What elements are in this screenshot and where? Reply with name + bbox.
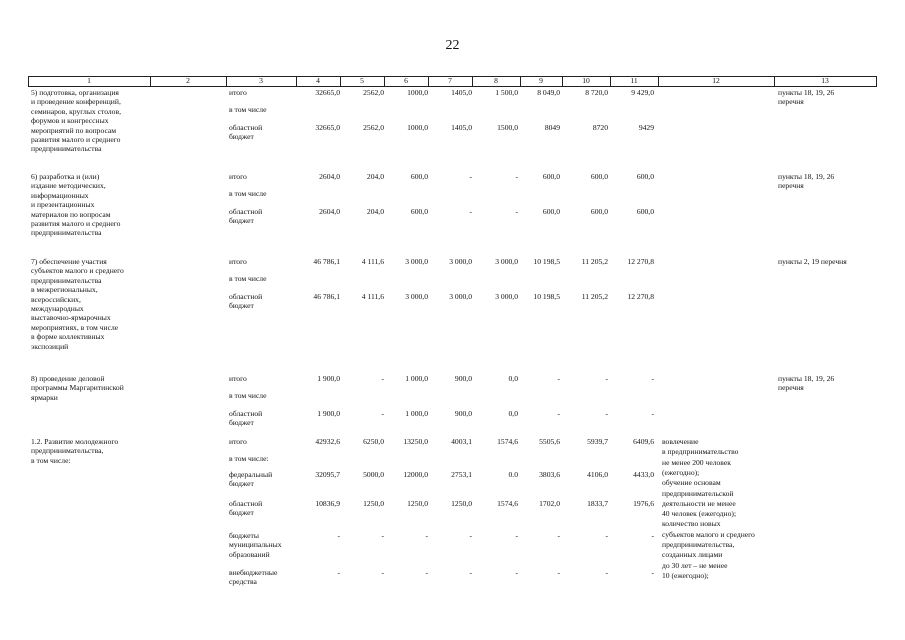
amount-cell: - [515, 172, 518, 181]
amount-cell: 600,0 [542, 207, 560, 216]
amount-cell: - [515, 531, 518, 540]
funding-source-label: бюджеты [229, 531, 259, 540]
amount-cell: 9 429,0 [631, 88, 654, 97]
amount-cell: 42932,6 [315, 437, 340, 446]
amount-cell: - [515, 568, 518, 577]
amount-cell: 4106,0 [587, 470, 608, 479]
amount-cell: - [557, 531, 560, 540]
row-target-indicator: 40 человек (ежегодно); [662, 509, 737, 519]
amount-cell: 1702,0 [539, 499, 560, 508]
amount-cell: 9429 [638, 123, 654, 132]
amount-cell: 1500,0 [497, 123, 518, 132]
amount-cell: - [515, 207, 518, 216]
header-bottom-rule [28, 86, 876, 87]
row-description: программы Маргаритинской [31, 383, 124, 393]
row-description: субъектов малого и среднего [31, 266, 124, 276]
amount-cell: 600,0 [636, 172, 654, 181]
row-description: 6) разработка и (или) [31, 172, 100, 181]
funding-source-label: муниципальных [229, 540, 282, 550]
amount-cell: - [605, 374, 608, 383]
header-cell: 2 [186, 76, 190, 85]
amount-cell: - [605, 531, 608, 540]
funding-source-label: бюджет [229, 301, 254, 311]
funding-source-label: областной [229, 292, 263, 301]
row-description: развития малого и среднего [31, 219, 121, 228]
amount-cell: - [425, 568, 428, 577]
row-description: мероприятиях, в том числе [31, 322, 119, 332]
amount-cell: 600,0 [590, 207, 608, 216]
funding-source-label: федеральный [229, 470, 273, 479]
amount-cell: 3 000,0 [495, 292, 518, 301]
row-reference: перечня [778, 97, 804, 107]
row-description: 8) проведение деловой [31, 374, 105, 383]
header-cell: 7 [448, 76, 452, 85]
amount-cell: - [425, 531, 428, 540]
row-description: материалов по вопросам [31, 209, 111, 219]
amount-cell: 1000,0 [407, 88, 428, 97]
row-description: экспозиций [31, 341, 69, 351]
amount-cell: 12 270,8 [627, 292, 654, 301]
amount-cell: - [469, 172, 472, 181]
amount-cell: 3 000,0 [449, 292, 472, 301]
amount-cell: - [469, 207, 472, 216]
amount-cell: - [557, 374, 560, 383]
row-reference: перечня [778, 181, 804, 191]
amount-cell: 1574,6 [497, 437, 518, 446]
amount-cell: 204,0 [366, 207, 384, 216]
amount-cell: 2604,0 [319, 207, 340, 216]
funding-source-label: областной [229, 123, 263, 132]
funding-source-label: средства [229, 577, 257, 587]
funding-source-label: итого [229, 88, 247, 97]
row-target-indicator: предпринимательства, [662, 540, 735, 549]
row-description: форумов и конгрессных [31, 116, 109, 126]
amount-cell: 1 900,0 [317, 409, 340, 418]
row-target-indicator: до 30 лет – не менее [662, 560, 728, 570]
funding-source-label: итого [229, 374, 247, 383]
row-description: предпринимательства [31, 275, 102, 285]
amount-cell: - [381, 374, 384, 383]
amount-cell: 6409,6 [633, 437, 654, 446]
amount-cell: 600,0 [590, 172, 608, 181]
row-description: в форме коллективных [31, 332, 105, 342]
amount-cell: 3 000,0 [449, 257, 472, 266]
header-column-divider [876, 76, 877, 87]
row-target-indicator: созданных лицами [662, 550, 723, 560]
amount-cell: 12000,0 [403, 470, 428, 479]
amount-cell: 10836,9 [315, 499, 340, 508]
amount-cell: 1405,0 [451, 88, 472, 97]
amount-cell: 4 111,6 [361, 257, 384, 266]
amount-cell: 12 270,8 [627, 257, 654, 266]
row-description: и презентационных [31, 200, 95, 210]
funding-source-label: итого [229, 257, 247, 266]
amount-cell: 600,0 [542, 172, 560, 181]
row-description: семинаров, круглых столов, [31, 106, 121, 116]
funding-source-label: в том числе: [229, 454, 269, 463]
amount-cell: 2604,0 [319, 172, 340, 181]
amount-cell: 32665,0 [315, 123, 340, 132]
amount-cell: 46 786,1 [313, 257, 340, 266]
amount-cell: 2753,1 [451, 470, 472, 479]
amount-cell: 3 000,0 [495, 257, 518, 266]
row-description: 1.2. Развитие молодежного [31, 437, 119, 446]
header-cell: 5 [360, 76, 364, 85]
amount-cell: 11 205,2 [581, 257, 608, 266]
amount-cell: 10 198,5 [533, 257, 560, 266]
amount-cell: 1976,6 [633, 499, 654, 508]
amount-cell: - [381, 568, 384, 577]
header-cell: 3 [259, 76, 263, 85]
row-description: 5) подготовка, организация [31, 88, 119, 97]
row-description: информационных [31, 190, 89, 200]
row-target-indicator: количество новых [662, 519, 721, 529]
amount-cell: 1250,0 [451, 499, 472, 508]
amount-cell: 900,0 [454, 409, 472, 418]
amount-cell: 0,0 [508, 374, 518, 383]
amount-cell: 4 111,6 [361, 292, 384, 301]
row-target-indicator: предпринимательской [662, 488, 734, 498]
row-description: ярмарки [31, 392, 58, 402]
funding-source-label: итого [229, 172, 247, 181]
funding-source-label: в том числе [229, 274, 267, 283]
funding-source-label: в том числе [229, 189, 267, 198]
funding-source-label: бюджет [229, 216, 254, 226]
row-description: международных [31, 304, 84, 313]
header-cell: 10 [582, 76, 590, 85]
amount-cell: - [605, 568, 608, 577]
row-reference: пункты 18, 19, 26 [778, 172, 835, 181]
row-description: предпринимательства [31, 144, 102, 154]
row-description: мероприятий по вопросам [31, 125, 117, 135]
row-target-indicator: обучение основам [662, 478, 721, 488]
amount-cell: 3 000,0 [405, 257, 428, 266]
amount-cell: 1 000,0 [405, 374, 428, 383]
row-description: 7) обеспечение участия [31, 257, 107, 266]
funding-source-label: областной [229, 499, 263, 508]
amount-cell: 204,0 [366, 172, 384, 181]
row-description: в межрегиональных, [31, 285, 98, 295]
amount-cell: - [381, 409, 384, 418]
amount-cell: 5505,6 [539, 437, 560, 446]
amount-cell: 5939,7 [587, 437, 608, 446]
amount-cell: 32665,0 [315, 88, 340, 97]
amount-cell: - [381, 531, 384, 540]
funding-source-label: областной [229, 409, 263, 418]
amount-cell: 10 198,5 [533, 292, 560, 301]
amount-cell: 1250,0 [407, 499, 428, 508]
funding-source-label: внебюджетные [229, 568, 278, 577]
header-cell: 4 [316, 76, 320, 85]
funding-source-label: бюджет [229, 508, 254, 518]
row-target-indicator: деятельности не менее [662, 498, 736, 508]
amount-cell: 1250,0 [363, 499, 384, 508]
amount-cell: 1574,6 [497, 499, 518, 508]
amount-cell: 4003,1 [451, 437, 472, 446]
row-reference: перечня [778, 383, 804, 393]
amount-cell: 600,0 [636, 207, 654, 216]
amount-cell: - [469, 531, 472, 540]
page-number: 22 [445, 38, 460, 53]
amount-cell: 1 000,0 [405, 409, 428, 418]
header-cell: 13 [821, 76, 829, 85]
amount-cell: 3803,6 [539, 470, 560, 479]
row-target-indicator: субъектов малого и среднего [662, 529, 755, 539]
amount-cell: - [605, 409, 608, 418]
row-description: выставочно-ярмарочных [31, 313, 111, 323]
amount-cell: - [557, 409, 560, 418]
amount-cell: 900,0 [454, 374, 472, 383]
amount-cell: 3 000,0 [405, 292, 428, 301]
amount-cell: 0,0 [508, 409, 518, 418]
header-cell: 8 [494, 76, 498, 85]
amount-cell: 8 720,0 [585, 88, 608, 97]
amount-cell: - [651, 568, 654, 577]
amount-cell: 4433,0 [633, 470, 654, 479]
amount-cell: 1 500,0 [495, 88, 518, 97]
header-cell: 12 [712, 76, 720, 85]
row-description: развития малого и среднего [31, 135, 121, 144]
header-cell: 9 [539, 76, 543, 85]
amount-cell: - [337, 531, 340, 540]
row-description: всероссийских, [31, 294, 81, 304]
row-reference: пункты 2, 19 перечня [778, 257, 847, 266]
amount-cell: 1833,7 [587, 499, 608, 508]
amount-cell: 8049 [544, 123, 560, 132]
header-cell: 11 [630, 76, 638, 85]
amount-cell: 5000,0 [363, 470, 384, 479]
row-description: предпринимательства, [31, 446, 104, 456]
funding-source-label: бюджет [229, 418, 254, 428]
amount-cell: 8720 [592, 123, 608, 132]
header-cell: 1 [87, 76, 91, 85]
amount-cell: 2562,0 [363, 123, 384, 132]
amount-cell: 1 900,0 [317, 374, 340, 383]
row-target-indicator: (ежегодно); [662, 467, 700, 477]
amount-cell: - [651, 374, 654, 383]
row-target-indicator: в предпринимательство [662, 447, 739, 457]
funding-source-label: бюджет [229, 479, 254, 489]
amount-cell: 1000,0 [407, 123, 428, 132]
amount-cell: - [469, 568, 472, 577]
header-cell: 6 [404, 76, 408, 85]
amount-cell: 6250,0 [363, 437, 384, 446]
amount-cell: - [337, 568, 340, 577]
funding-source-label: образований [229, 549, 270, 559]
row-target-indicator: вовлечение [662, 437, 699, 446]
row-description: и проведение конференций, [31, 97, 121, 107]
row-target-indicator: не менее 200 человек [662, 457, 731, 467]
funding-source-label: в том числе [229, 105, 267, 114]
amount-cell: 600,0 [410, 207, 428, 216]
row-description: предпринимательства [31, 228, 102, 238]
amount-cell: 2562,0 [363, 88, 384, 97]
amount-cell: 46 786,1 [313, 292, 340, 301]
funding-source-label: бюджет [229, 132, 254, 142]
amount-cell: 11 205,2 [581, 292, 608, 301]
amount-cell: 0.0 [508, 470, 518, 479]
amount-cell: 1405,0 [451, 123, 472, 132]
amount-cell: - [651, 409, 654, 418]
row-reference: пункты 18, 19, 26 [778, 374, 835, 383]
row-description: в том числе: [31, 455, 71, 465]
amount-cell: - [557, 568, 560, 577]
amount-cell: 13250,0 [403, 437, 428, 446]
row-description: издание методических, [31, 181, 106, 191]
amount-cell: - [651, 531, 654, 540]
row-reference: пункты 18, 19, 26 [778, 88, 835, 97]
row-target-indicator: 10 (ежегодно); [662, 570, 709, 580]
funding-source-label: итого [229, 437, 247, 446]
funding-source-label: в том числе [229, 391, 267, 400]
funding-source-label: областной [229, 207, 263, 216]
amount-cell: 8 049,0 [537, 88, 560, 97]
amount-cell: 32095,7 [315, 470, 340, 479]
amount-cell: 600,0 [410, 172, 428, 181]
